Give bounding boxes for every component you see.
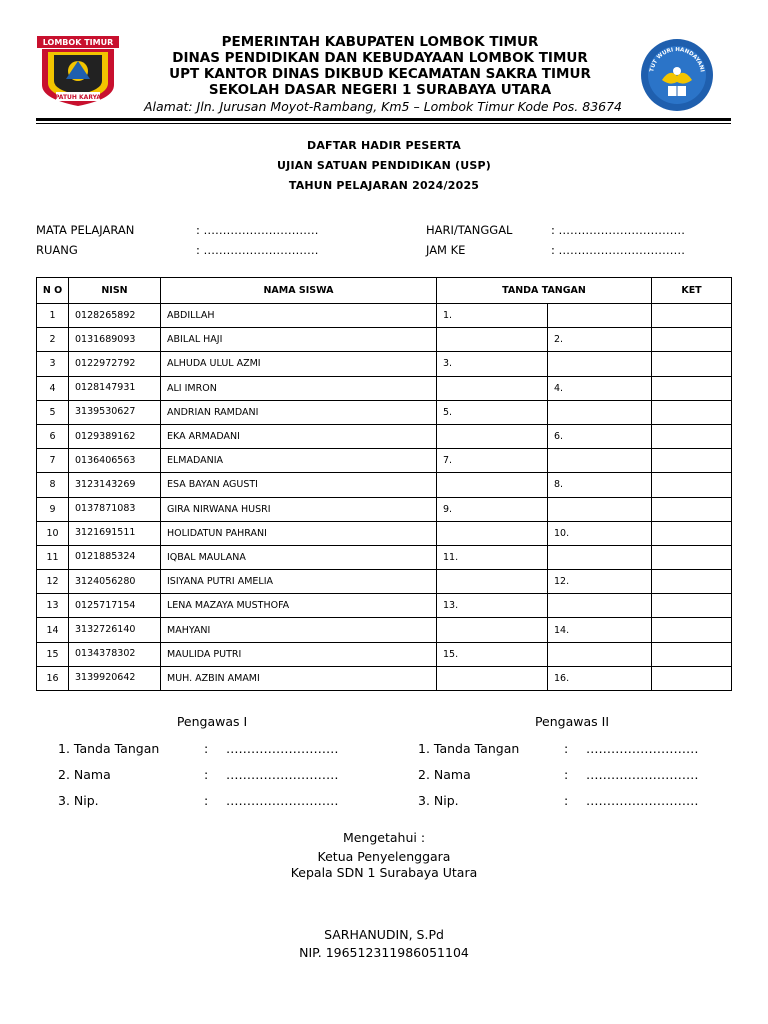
row-nisn: 0128265892 bbox=[69, 304, 161, 328]
row-nisn: 0134378302 bbox=[69, 642, 161, 666]
row-student-name: HOLIDATUN PAHRANI bbox=[161, 521, 437, 545]
row-student-name: ALHUDA ULUL AZMI bbox=[161, 352, 437, 376]
row-signature-left[interactable]: 3. bbox=[437, 352, 548, 376]
supervisor-2-nip-field[interactable]: ……………………… bbox=[586, 793, 699, 808]
row-signature-right[interactable]: 10. bbox=[548, 521, 652, 545]
row-number: 11 bbox=[37, 545, 69, 569]
header-government: PEMERINTAH KABUPATEN LOMBOK TIMUR bbox=[221, 34, 539, 50]
row-nisn: 3123143269 bbox=[69, 473, 161, 497]
row-signature-right[interactable]: 14. bbox=[548, 618, 652, 642]
table-row bbox=[37, 449, 732, 473]
row-signature-left[interactable] bbox=[437, 618, 548, 642]
supervisor-2-signature-label: 1. Tanda Tangan bbox=[418, 741, 520, 756]
row-student-name: ELMADANIA bbox=[161, 449, 437, 473]
supervisor-1-name-label: 2. Nama bbox=[58, 767, 111, 782]
row-number: 4 bbox=[37, 376, 69, 400]
row-ket[interactable] bbox=[652, 473, 732, 497]
table-row bbox=[37, 497, 732, 521]
row-ket[interactable] bbox=[652, 449, 732, 473]
row-nisn: 3121691511 bbox=[69, 521, 161, 545]
header-student-name: NAMA SISWA bbox=[161, 278, 437, 304]
row-nisn: 0121885324 bbox=[69, 545, 161, 569]
doc-title: DAFTAR HADIR PESERTA bbox=[306, 139, 461, 152]
logo-left-motto: PATUH KARYA bbox=[54, 94, 102, 101]
header-no: N O bbox=[37, 278, 69, 304]
row-signature-left[interactable] bbox=[437, 521, 548, 545]
row-ket[interactable] bbox=[652, 545, 732, 569]
supervisor-1-colon: : bbox=[204, 767, 209, 782]
table-row bbox=[37, 304, 732, 328]
row-ket[interactable] bbox=[652, 497, 732, 521]
session-field[interactable]: : …………………………… bbox=[551, 243, 686, 257]
lombok-timur-logo bbox=[36, 35, 120, 107]
row-signature-right[interactable] bbox=[548, 497, 652, 521]
row-signature-left[interactable]: 11. bbox=[437, 545, 548, 569]
row-nisn: 3139920642 bbox=[69, 666, 161, 690]
row-signature-right[interactable]: 2. bbox=[548, 328, 652, 352]
supervisor-2-colon: : bbox=[564, 793, 569, 808]
principal-nip: NIP. 196512311986051104 bbox=[299, 945, 469, 960]
row-number: 3 bbox=[37, 352, 69, 376]
table-header-row bbox=[37, 278, 732, 304]
row-number: 10 bbox=[37, 521, 69, 545]
date-field[interactable]: : …………………………… bbox=[551, 223, 686, 237]
room-label: RUANG bbox=[36, 243, 78, 257]
table-row bbox=[37, 473, 732, 497]
row-nisn: 0125717154 bbox=[69, 594, 161, 618]
row-signature-left[interactable]: 1. bbox=[437, 304, 548, 328]
header-department: DINAS PENDIDIKAN DAN KEBUDAYAAN LOMBOK TIMUR bbox=[172, 50, 588, 66]
supervisor-1-nip-field[interactable]: ……………………… bbox=[226, 793, 339, 808]
row-student-name: MAULIDA PUTRI bbox=[161, 642, 437, 666]
supervisor-2-colon: : bbox=[564, 767, 569, 782]
row-nisn: 3139530627 bbox=[69, 400, 161, 424]
row-signature-left[interactable] bbox=[437, 666, 548, 690]
header-rule bbox=[36, 118, 731, 121]
row-number: 2 bbox=[37, 328, 69, 352]
row-signature-right[interactable] bbox=[548, 594, 652, 618]
room-field[interactable]: : ………………………… bbox=[196, 243, 319, 257]
row-nisn: 0137871083 bbox=[69, 497, 161, 521]
row-ket[interactable] bbox=[652, 618, 732, 642]
supervisor-2-name-field[interactable]: ……………………… bbox=[586, 767, 699, 782]
row-number: 5 bbox=[37, 400, 69, 424]
row-student-name: ALI IMRON bbox=[161, 376, 437, 400]
row-number: 8 bbox=[37, 473, 69, 497]
tut-wuri-handayani-logo bbox=[640, 38, 714, 112]
row-signature-right[interactable] bbox=[548, 304, 652, 328]
row-ket[interactable] bbox=[652, 570, 732, 594]
supervisor-1-colon: : bbox=[204, 741, 209, 756]
session-label: JAM KE bbox=[426, 243, 466, 257]
table-row bbox=[37, 521, 732, 545]
header-ket: KET bbox=[652, 278, 732, 304]
row-ket[interactable] bbox=[652, 328, 732, 352]
table-row bbox=[37, 642, 732, 666]
row-number: 16 bbox=[37, 666, 69, 690]
table-row bbox=[37, 376, 732, 400]
supervisor-2-nip-label: 3. Nip. bbox=[418, 793, 459, 808]
row-signature-left[interactable]: 15. bbox=[437, 642, 548, 666]
supervisor-2-title: Pengawas II bbox=[534, 714, 610, 729]
table-row bbox=[37, 400, 732, 424]
row-nisn: 3132726140 bbox=[69, 618, 161, 642]
row-ket[interactable] bbox=[652, 352, 732, 376]
row-student-name: ESA BAYAN AGUSTI bbox=[161, 473, 437, 497]
committee-chair-label: Ketua Penyelenggara bbox=[317, 849, 451, 864]
row-number: 15 bbox=[37, 642, 69, 666]
row-ket[interactable] bbox=[652, 304, 732, 328]
logo-right-motto: TUT WURI HANDAYANI bbox=[649, 46, 705, 73]
table-row bbox=[37, 570, 732, 594]
row-signature-left[interactable] bbox=[437, 376, 548, 400]
header-school-name: SEKOLAH DASAR NEGERI 1 SURABAYA UTARA bbox=[208, 82, 552, 98]
row-signature-right[interactable] bbox=[548, 400, 652, 424]
table-row bbox=[37, 666, 732, 690]
row-nisn: 0131689093 bbox=[69, 328, 161, 352]
supervisor-2-signature-field[interactable]: ……………………… bbox=[586, 741, 699, 756]
supervisor-1-name-field[interactable]: ……………………… bbox=[226, 767, 339, 782]
row-signature-right[interactable]: 8. bbox=[548, 473, 652, 497]
acknowledged-label: Mengetahui : bbox=[342, 830, 426, 845]
row-number: 1 bbox=[37, 304, 69, 328]
row-student-name: ABILAL HAJI bbox=[161, 328, 437, 352]
row-signature-right[interactable]: 16. bbox=[548, 666, 652, 690]
table-row bbox=[37, 618, 732, 642]
subject-field[interactable]: : ………………………… bbox=[196, 223, 319, 237]
row-number: 13 bbox=[37, 594, 69, 618]
row-signature-left[interactable]: 5. bbox=[437, 400, 548, 424]
row-signature-left[interactable]: 13. bbox=[437, 594, 548, 618]
table-row bbox=[37, 328, 732, 352]
row-student-name: LENA MAZAYA MUSTHOFA bbox=[161, 594, 437, 618]
supervisor-1-nip-label: 3. Nip. bbox=[58, 793, 99, 808]
row-student-name: EKA ARMADANI bbox=[161, 424, 437, 448]
row-nisn: 3124056280 bbox=[69, 570, 161, 594]
header-upt-office: UPT KANTOR DINAS DIKBUD KECAMATAN SAKRA TIMUR bbox=[169, 66, 591, 82]
row-ket[interactable] bbox=[652, 594, 732, 618]
row-signature-right[interactable]: 12. bbox=[548, 570, 652, 594]
row-ket[interactable] bbox=[652, 376, 732, 400]
table-row bbox=[37, 545, 732, 569]
date-label: HARI/TANGGAL bbox=[426, 223, 513, 237]
row-signature-left[interactable] bbox=[437, 473, 548, 497]
row-ket[interactable] bbox=[652, 400, 732, 424]
row-signature-right[interactable] bbox=[548, 642, 652, 666]
row-nisn: 0129389162 bbox=[69, 424, 161, 448]
row-signature-right[interactable] bbox=[548, 545, 652, 569]
row-ket[interactable] bbox=[652, 666, 732, 690]
table-row bbox=[37, 594, 732, 618]
doc-academic-year: TAHUN PELAJARAN 2024/2025 bbox=[288, 179, 480, 192]
row-ket[interactable] bbox=[652, 521, 732, 545]
row-signature-left[interactable] bbox=[437, 424, 548, 448]
supervisor-1-signature-field[interactable]: ……………………… bbox=[226, 741, 339, 756]
header-signature: TANDA TANGAN bbox=[437, 278, 652, 304]
table-row bbox=[37, 424, 732, 448]
row-signature-left[interactable]: 7. bbox=[437, 449, 548, 473]
row-signature-right[interactable]: 4. bbox=[548, 376, 652, 400]
row-number: 7 bbox=[37, 449, 69, 473]
row-signature-right[interactable] bbox=[548, 449, 652, 473]
row-signature-right[interactable]: 6. bbox=[548, 424, 652, 448]
supervisor-1-colon: : bbox=[204, 793, 209, 808]
row-number: 9 bbox=[37, 497, 69, 521]
row-number: 14 bbox=[37, 618, 69, 642]
row-student-name: GIRA NIRWANA HUSRI bbox=[161, 497, 437, 521]
supervisor-2-colon: : bbox=[564, 741, 569, 756]
attendance-table bbox=[36, 277, 732, 691]
supervisor-1-title: Pengawas I bbox=[176, 714, 248, 729]
principal-label: Kepala SDN 1 Surabaya Utara bbox=[290, 865, 478, 880]
row-nisn: 0122972792 bbox=[69, 352, 161, 376]
subject-label: MATA PELAJARAN bbox=[36, 223, 135, 237]
header-nisn: NISN bbox=[69, 278, 161, 304]
principal-name: SARHANUDIN, S.Pd bbox=[324, 927, 444, 942]
row-number: 6 bbox=[37, 424, 69, 448]
row-signature-left[interactable] bbox=[437, 570, 548, 594]
row-number: 12 bbox=[37, 570, 69, 594]
row-signature-right[interactable] bbox=[548, 352, 652, 376]
row-student-name: ISIYANA PUTRI AMELIA bbox=[161, 570, 437, 594]
row-student-name: ANDRIAN RAMDANI bbox=[161, 400, 437, 424]
row-nisn: 0128147931 bbox=[69, 376, 161, 400]
row-signature-left[interactable] bbox=[437, 328, 548, 352]
row-nisn: 0136406563 bbox=[69, 449, 161, 473]
supervisor-2-name-label: 2. Nama bbox=[418, 767, 471, 782]
row-student-name: MAHYANI bbox=[161, 618, 437, 642]
doc-subtitle: UJIAN SATUAN PENDIDIKAN (USP) bbox=[277, 159, 491, 172]
logo-left-top-text: LOMBOK TIMUR bbox=[42, 38, 114, 47]
header-address: Alamat: Jln. Jurusan Moyot-Rambang, Km5 – Lombok Timur Kode Pos. 83674 bbox=[143, 99, 622, 114]
row-student-name: ABDILLAH bbox=[161, 304, 437, 328]
row-student-name: MUH. AZBIN AMAMI bbox=[161, 666, 437, 690]
row-signature-left[interactable]: 9. bbox=[437, 497, 548, 521]
supervisor-1-signature-label: 1. Tanda Tangan bbox=[58, 741, 160, 756]
header-rule-thin bbox=[36, 123, 731, 124]
row-ket[interactable] bbox=[652, 424, 732, 448]
table-row bbox=[37, 352, 732, 376]
row-ket[interactable] bbox=[652, 642, 732, 666]
row-student-name: IQBAL MAULANA bbox=[161, 545, 437, 569]
